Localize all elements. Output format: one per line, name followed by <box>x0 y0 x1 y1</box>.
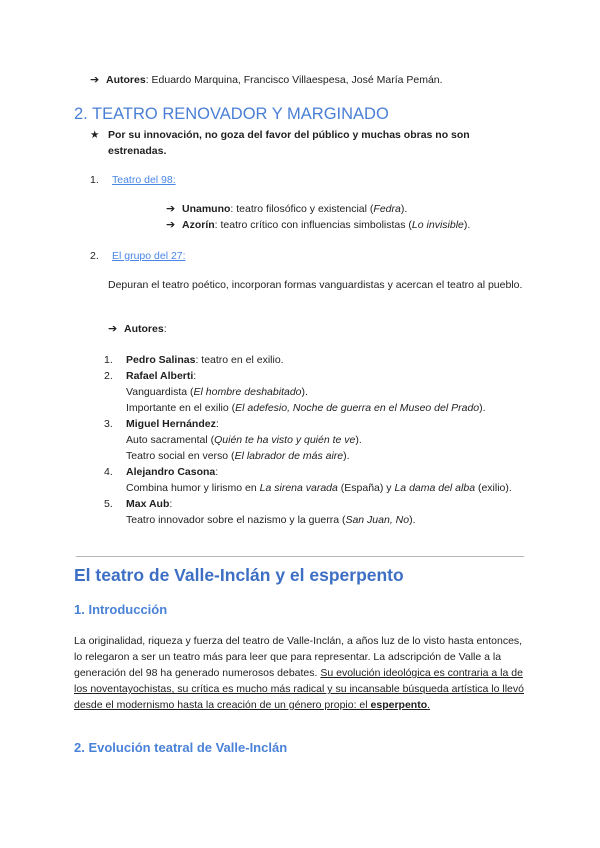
intro-text: La originalidad, riqueza y fuerza del teatro de Valle-Inclán, a años luz de lo visto hasta entonces, lo relegaron a ser un teatro más para leer que para representar. La adscripción de Valle a la generación del 98 ha generado numerosos debates. <box>74 635 523 679</box>
unamuno-desc: : teatro filosófico y existencial ( <box>230 203 374 215</box>
author-desc: : teatro en el exilio. <box>195 354 284 366</box>
detail-end: ). <box>409 514 416 526</box>
author-name: Max Aub <box>126 498 170 510</box>
work-title: San Juan, No <box>345 514 410 526</box>
author-colon: : <box>215 466 219 478</box>
intro-heading: 1. Introducción <box>74 602 168 617</box>
page-heading: El teatro de Valle-Inclán y el esperpento <box>74 565 404 585</box>
list-number: 1. <box>104 354 113 366</box>
section-title: 2. TEATRO RENOVADOR Y MARGINADO <box>74 105 389 123</box>
detail-text: (España) y <box>337 482 395 494</box>
detail-end: ). <box>301 386 308 398</box>
list-item <box>104 496 544 512</box>
grupo27-link[interactable]: El grupo del 27: <box>112 250 186 262</box>
intro-keyword: esperpento <box>370 699 428 711</box>
evolution-heading: 2. Evolución teatral de Valle-Inclán <box>74 740 288 755</box>
work-title: El adefesio, Noche de guerra en el Museo del Prado <box>235 402 480 414</box>
work-title: El labrador de más aire <box>234 450 344 462</box>
intro-end: . <box>427 699 431 711</box>
arrow-icon: ➔ <box>166 203 176 215</box>
grupo27-authors-heading <box>108 321 167 337</box>
work-title: Quién te ha visto y quién te ve <box>214 434 356 446</box>
intro-underlined-text: Su evolución ideológica es contraria a la de los noventayochistas, su crítica es mucho más radical y su incansable búsqueda artística lo llevó desde el modernismo hasta la creación de un género propio: el <box>74 667 524 711</box>
detail-text: Auto sacramental ( <box>126 434 215 446</box>
author-detail <box>104 512 544 528</box>
list-item <box>104 464 544 480</box>
detail-text: Vanguardista ( <box>126 386 194 398</box>
list-number: 2. <box>90 250 99 262</box>
authors-label: Autores <box>124 323 164 335</box>
azorin-desc: : teatro crítico con influencias simbolistas ( <box>214 219 412 231</box>
azorin-line <box>166 217 470 233</box>
author-detail <box>104 448 544 464</box>
author-detail <box>104 432 544 448</box>
authors-label: Autores <box>106 74 146 86</box>
list-number: 2. <box>104 370 113 382</box>
unamuno-end: ). <box>400 203 408 215</box>
author-name: Alejandro Casona <box>126 466 216 478</box>
author-name: Pedro Salinas <box>126 354 196 366</box>
detail-text: Importante en el exilio ( <box>126 402 236 414</box>
detail-text: Teatro innovador sobre el nazismo y la guerra ( <box>126 514 346 526</box>
list-number: 4. <box>104 466 113 478</box>
list-number: 1. <box>90 174 99 186</box>
star-note-text: Por su innovación, no goza del favor del público y muchas obras no son estrenadas. <box>108 129 470 157</box>
detail-text: Combina humor y lirismo en <box>126 482 260 494</box>
list-item <box>104 368 544 384</box>
work-title: La dama del alba <box>394 482 476 494</box>
unamuno-work: Fedra <box>373 203 401 215</box>
author-name: Miguel Hernández <box>126 418 216 430</box>
arrow-icon: ➔ <box>90 74 100 86</box>
work-title: La sirena varada <box>259 482 338 494</box>
author-detail <box>104 384 544 400</box>
grupo27-description: Depuran el teatro poético, incorporan formas vanguardistas y acercan el teatro al pueblo. <box>108 279 523 291</box>
unamuno-name: Unamuno <box>182 203 231 215</box>
author-colon: : <box>215 418 219 430</box>
section-divider <box>76 556 524 557</box>
detail-end: ). <box>355 434 362 446</box>
detail-end: ). <box>343 450 350 462</box>
azorin-end: ). <box>463 219 471 231</box>
author-detail <box>104 400 544 416</box>
azorin-name: Azorín <box>182 219 215 231</box>
star-icon: ★ <box>90 129 100 141</box>
arrow-icon: ➔ <box>108 323 118 335</box>
arrow-icon: ➔ <box>166 219 176 231</box>
detail-end: ). <box>479 402 486 414</box>
authors-list <box>104 352 544 528</box>
list-number: 3. <box>104 418 113 430</box>
unamuno-line <box>166 201 407 217</box>
top-authors-line <box>90 72 443 88</box>
star-note <box>90 127 530 159</box>
list-item-teatro98 <box>90 172 176 188</box>
list-number: 5. <box>104 498 113 510</box>
list-item-grupo27 <box>90 248 186 264</box>
authors-colon: : <box>163 323 167 335</box>
author-name: Rafael Alberti <box>126 370 194 382</box>
detail-end: (exilio). <box>475 482 512 494</box>
list-item <box>104 416 544 432</box>
list-item <box>104 352 544 368</box>
work-title: El hombre deshabitado <box>193 386 302 398</box>
azorin-work: Lo invisible <box>411 219 464 231</box>
author-colon: : <box>169 498 173 510</box>
author-detail <box>104 480 544 496</box>
teatro98-link[interactable]: Teatro del 98: <box>112 174 176 186</box>
intro-paragraph <box>74 633 530 713</box>
detail-text: Teatro social en verso ( <box>126 450 235 462</box>
author-colon: : <box>193 370 197 382</box>
authors-text: : Eduardo Marquina, Francisco Villaespesa, José María Pemán. <box>145 74 443 86</box>
